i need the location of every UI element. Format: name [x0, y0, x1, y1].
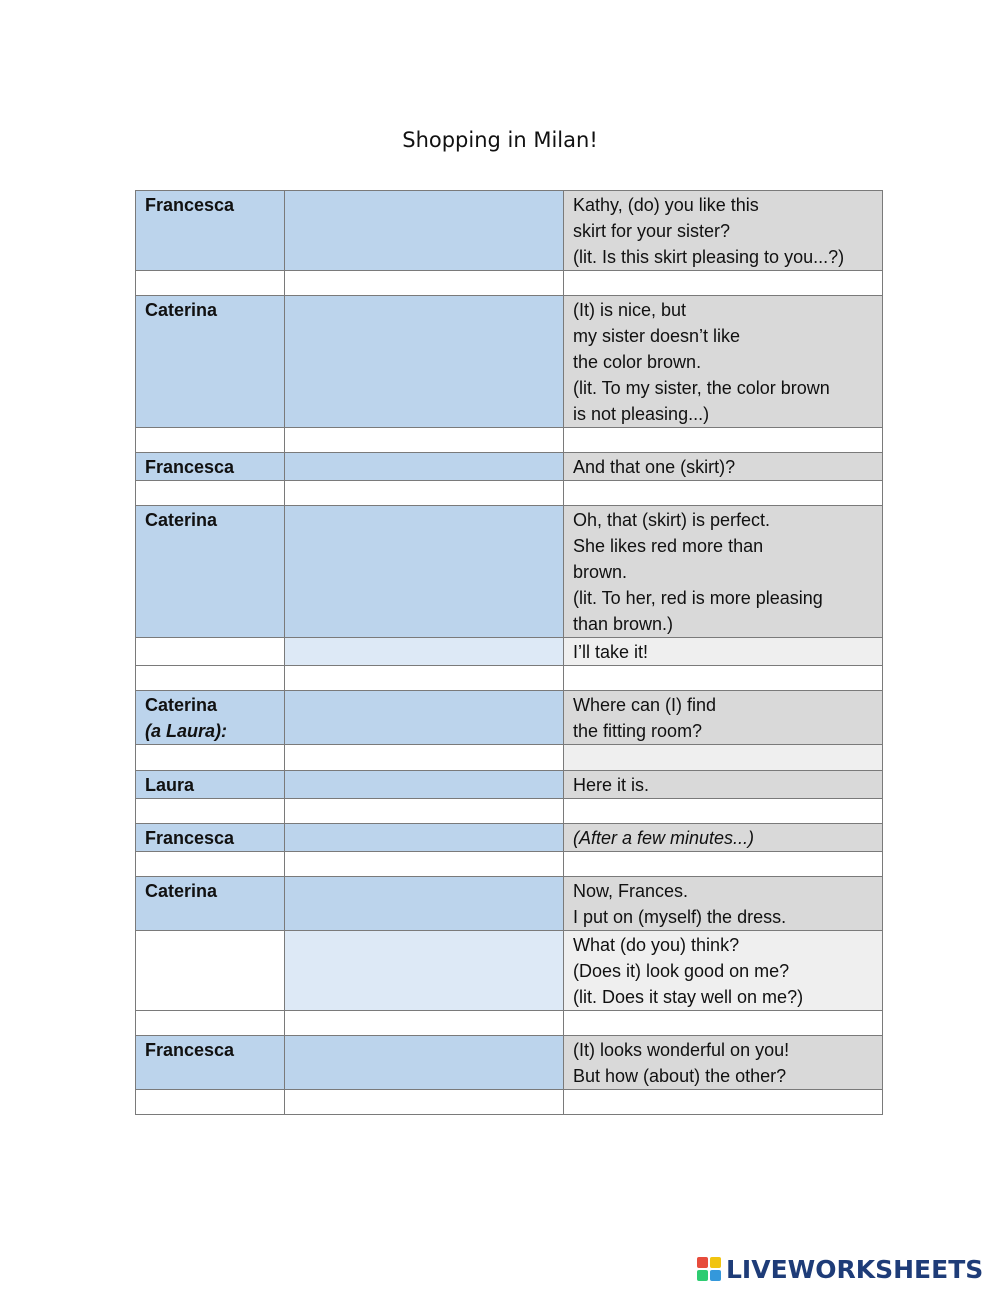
dialogue-row	[136, 506, 883, 638]
speaker-cell	[136, 691, 285, 745]
empty-cell	[136, 852, 285, 877]
english-line: She likes red more than	[573, 536, 764, 556]
empty-cell	[285, 852, 564, 877]
dialogue-row	[136, 824, 883, 852]
dialogue-row	[136, 296, 883, 428]
empty-cell	[564, 852, 883, 877]
page-title: Shopping in Milan!	[402, 128, 598, 152]
empty-cell	[136, 1011, 285, 1036]
english-cell	[564, 191, 883, 271]
spacer-row	[136, 1011, 883, 1036]
empty-cell	[564, 428, 883, 453]
answer-input-cell[interactable]	[285, 691, 564, 745]
spacer-row	[136, 1090, 883, 1115]
spacer-row	[136, 852, 883, 877]
answer-input-cell[interactable]	[285, 638, 564, 666]
empty-cell	[285, 271, 564, 296]
english-line: (After a few minutes...)	[573, 828, 755, 848]
english-line: (lit. Does it stay well on me?)	[573, 987, 804, 1007]
english-cell	[564, 824, 883, 852]
english-line: I’ll take it!	[573, 642, 649, 662]
answer-input-cell[interactable]	[285, 1036, 564, 1090]
answer-input-cell[interactable]	[285, 931, 564, 1011]
speaker-cell	[136, 506, 285, 638]
speaker-name: Caterina	[145, 881, 218, 901]
english-cell	[564, 453, 883, 481]
speaker-cell	[136, 1036, 285, 1090]
english-line: Kathy, (do) you like this	[573, 195, 759, 215]
english-cell	[564, 638, 883, 666]
dialogue-row	[136, 877, 883, 931]
answer-input-cell[interactable]	[285, 191, 564, 271]
speaker-name: Francesca	[145, 828, 235, 848]
spacer-row	[136, 666, 883, 691]
empty-cell	[285, 799, 564, 824]
english-line: (lit. To my sister, the color brown	[573, 378, 830, 398]
english-line: What (do you) think?	[573, 935, 740, 955]
empty-cell	[136, 745, 285, 771]
english-line: Here it is.	[573, 775, 650, 795]
dialogue-row	[136, 191, 883, 271]
answer-input-cell[interactable]	[285, 296, 564, 428]
english-line: Where can (I) find	[573, 695, 717, 715]
spacer-row	[136, 745, 883, 771]
dialogue-row	[136, 691, 883, 745]
english-line: skirt for your sister?	[573, 221, 731, 241]
answer-input-cell[interactable]	[285, 771, 564, 799]
speaker-name: Francesca	[145, 1040, 235, 1060]
english-cell	[564, 877, 883, 931]
empty-cell	[564, 481, 883, 506]
speaker-name: Francesca	[145, 457, 235, 477]
empty-cell	[564, 1090, 883, 1115]
empty-cell	[285, 1011, 564, 1036]
speaker-name: Laura	[145, 775, 195, 795]
dialogue-table	[135, 190, 883, 1115]
english-cell	[564, 771, 883, 799]
spacer-row	[136, 799, 883, 824]
empty-cell	[285, 745, 564, 771]
english-line: the color brown.	[573, 352, 702, 372]
speaker-cell	[136, 771, 285, 799]
speaker-cell	[136, 824, 285, 852]
english-line: than brown.)	[573, 614, 674, 634]
english-line: Oh, that (skirt) is perfect.	[573, 510, 771, 530]
english-line: brown.	[573, 562, 628, 582]
english-line: I put on (myself) the dress.	[573, 907, 787, 927]
english-line: And that one (skirt)?	[573, 457, 736, 477]
logo-blocks-icon	[697, 1257, 723, 1283]
answer-input-cell[interactable]	[285, 453, 564, 481]
empty-cell	[564, 799, 883, 824]
answer-input-cell[interactable]	[285, 506, 564, 638]
speaker-cell	[136, 191, 285, 271]
speaker-cell	[136, 931, 285, 1011]
dialogue-row	[136, 1036, 883, 1090]
speaker-name: Caterina	[145, 300, 218, 320]
answer-input-cell[interactable]	[285, 877, 564, 931]
english-line: Now, Frances.	[573, 881, 689, 901]
dialogue-row	[136, 931, 883, 1011]
speaker-note: (a Laura):	[145, 721, 228, 741]
liveworksheets-logo	[697, 1255, 983, 1285]
english-cell	[564, 296, 883, 428]
empty-cell	[136, 271, 285, 296]
empty-cell	[564, 666, 883, 691]
empty-cell	[564, 745, 883, 771]
speaker-name: Francesca	[145, 195, 235, 215]
empty-cell	[136, 481, 285, 506]
english-line: But how (about) the other?	[573, 1066, 787, 1086]
english-cell	[564, 691, 883, 745]
speaker-cell	[136, 453, 285, 481]
english-line: (Does it) look good on me?	[573, 961, 790, 981]
dialogue-row	[136, 771, 883, 799]
empty-cell	[285, 428, 564, 453]
empty-cell	[285, 666, 564, 691]
english-line: (It) is nice, but	[573, 300, 687, 320]
english-cell	[564, 931, 883, 1011]
empty-cell	[136, 799, 285, 824]
speaker-cell	[136, 296, 285, 428]
speaker-cell	[136, 638, 285, 666]
speaker-name: Caterina	[145, 510, 218, 530]
english-cell	[564, 1036, 883, 1090]
empty-cell	[285, 1090, 564, 1115]
empty-cell	[564, 271, 883, 296]
dialogue-row	[136, 453, 883, 481]
empty-cell	[136, 1090, 285, 1115]
english-line: (lit. To her, red is more pleasing	[573, 588, 823, 608]
empty-cell	[285, 481, 564, 506]
english-line: my sister doesn’t like	[573, 326, 741, 346]
english-line: is not pleasing...)	[573, 404, 710, 424]
english-line: (It) looks wonderful on you!	[573, 1040, 790, 1060]
spacer-row	[136, 428, 883, 453]
spacer-row	[136, 271, 883, 296]
speaker-cell	[136, 877, 285, 931]
empty-cell	[136, 428, 285, 453]
spacer-row	[136, 481, 883, 506]
english-line: (lit. Is this skirt pleasing to you...?)	[573, 247, 845, 267]
speaker-name: Caterina	[145, 695, 218, 715]
empty-cell	[136, 666, 285, 691]
empty-cell	[564, 1011, 883, 1036]
dialogue-row	[136, 638, 883, 666]
answer-input-cell[interactable]	[285, 824, 564, 852]
logo-text: LIVEWORKSHEETS	[726, 1255, 984, 1284]
english-cell	[564, 506, 883, 638]
english-line: the fitting room?	[573, 721, 703, 741]
